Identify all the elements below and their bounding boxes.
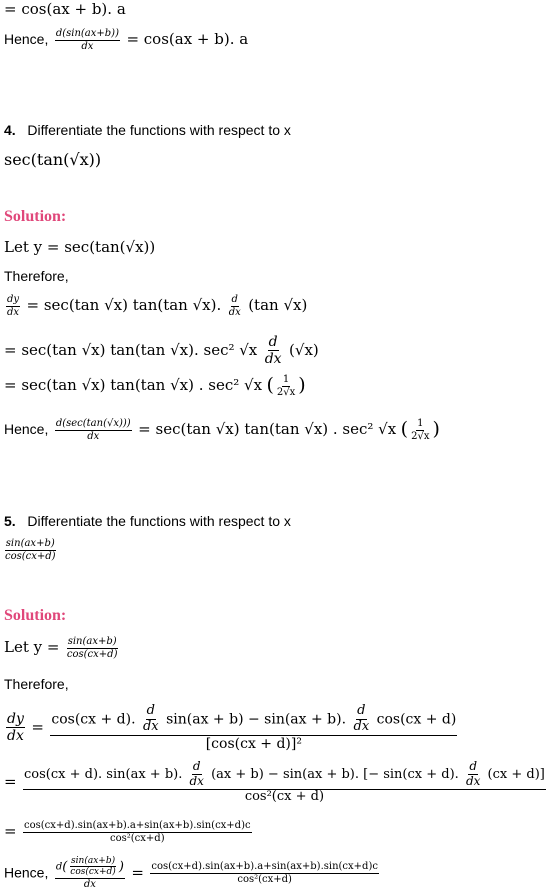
fraction-numerator: d(sec(tan(√x))) (55, 418, 131, 429)
fraction-numerator (55, 856, 125, 879)
let-fraction (66, 636, 119, 660)
question-4-expression (4, 150, 101, 169)
math-expression: (tan √x) (248, 296, 308, 315)
fraction-denominator: dx (87, 430, 100, 442)
math-expression: = sec(tan √x) tan(tan √x). (26, 296, 222, 315)
fraction-numerator: d (146, 703, 155, 718)
fraction-numerator: sin(ax+b) (5, 538, 55, 549)
question-prompt: Differentiate the functions with respect to x (27, 513, 291, 529)
fraction-numerator: d (192, 759, 201, 773)
question-5-expression (4, 538, 59, 562)
open-paren: ( (62, 859, 68, 875)
question-5-therefore (4, 676, 69, 692)
close-paren: ) (298, 374, 306, 397)
quotient-rule-fraction (50, 704, 457, 752)
fraction-denominator: cos(cx+d) (66, 648, 118, 660)
close-paren: ) (118, 859, 124, 875)
math-line: = cos(ax + b). a (4, 0, 126, 18)
d-dx-fraction (353, 704, 371, 735)
fraction-denominator: [cos(cx + d)]² (205, 735, 302, 752)
fraction-numerator: d (231, 294, 238, 305)
derivative-fraction (55, 418, 132, 442)
d-dx-fraction (264, 334, 283, 367)
hence-label: Hence, (4, 31, 49, 48)
math-expression: (√x) (289, 340, 319, 359)
expanded-fraction (23, 760, 546, 805)
dy-dx-fraction (6, 294, 20, 318)
let-statement: Let y = sec(tan(√x)) (4, 238, 156, 256)
math-expression: (cx + d)] (487, 766, 545, 782)
fraction-denominator: dx (142, 718, 159, 734)
question-4-solution-heading (4, 208, 66, 226)
fraction-numerator: 1 (282, 374, 290, 385)
one-over-two-root-x (276, 374, 296, 398)
question-prompt: Differentiate the functions with respect to x (27, 122, 291, 138)
fraction-denominator: dx (7, 306, 20, 318)
fraction-denominator: dx (228, 306, 241, 318)
question-4-step-3 (4, 374, 306, 398)
hence-label: Hence, (4, 421, 49, 438)
fraction-numerator: d (357, 703, 366, 718)
fraction-denominator: dx (353, 718, 370, 734)
fraction-numerator: dy (7, 294, 20, 305)
fraction-denominator: dx (465, 773, 481, 788)
d-dx-fraction (465, 760, 481, 789)
question-expression: sec(tan(√x)) (4, 150, 102, 169)
fraction-numerator (23, 760, 546, 790)
math-expression: = sec(tan √x) tan(tan √x). sec² √x (4, 340, 258, 359)
question-5-heading (4, 513, 291, 529)
equals-sign: = (31, 718, 44, 737)
fraction-denominator: 2√x (276, 386, 296, 398)
fraction-denominator: 2√x (411, 430, 430, 442)
d-dx-fraction (189, 760, 205, 789)
question-4-hence (4, 418, 440, 442)
equals-sign: = (4, 822, 17, 841)
question-4-let-line (4, 238, 155, 256)
fraction-denominator: cos(cx+d) (5, 550, 56, 562)
therefore-label: Therefore, (4, 676, 69, 692)
open-paren: ( (400, 418, 409, 441)
fraction-denominator: dx (264, 351, 282, 368)
fraction-denominator: cos²(cx+d) (110, 832, 165, 844)
fraction-denominator: cos²(cx+d) (237, 873, 292, 885)
result-expression: = cos(ax + b). a (126, 30, 249, 49)
fraction-numerator: cos(cx+d).sin(ax+b).a+sin(ax+b).sin(cx+d)c (151, 861, 378, 873)
question-number: 4. (4, 122, 16, 138)
question-number: 5. (4, 513, 16, 529)
fraction-denominator: dx (81, 40, 94, 52)
math-expression: = sec(tan √x) tan(tan √x) . sec² √x (138, 420, 397, 439)
math-expression: cos(cx + d). sin(ax + b). (24, 766, 183, 782)
math-expression: cos(cx + d) (376, 711, 457, 728)
fraction-numerator: sin(ax+b) (67, 636, 117, 647)
previous-result-line (4, 0, 126, 18)
inner-fraction (69, 856, 117, 878)
fraction-numerator: d(sin(ax+b)) (55, 28, 119, 39)
d-dx-fraction (142, 704, 160, 735)
fraction-denominator: dx (7, 728, 24, 745)
question-5-step-3 (4, 820, 254, 844)
simplified-fraction (23, 820, 252, 844)
question-4-step-2 (4, 334, 319, 367)
question-4-heading (4, 122, 291, 138)
fraction-denominator: dx (83, 878, 96, 890)
question-5-hence (4, 856, 381, 890)
fraction-denominator: cos(cx+d) (70, 867, 116, 878)
dy-dx-fraction (6, 711, 25, 744)
d-dx-fraction (228, 294, 242, 318)
hence-label: Hence, (4, 864, 49, 881)
solution-label: Solution: (4, 208, 67, 225)
fraction-numerator: d (268, 334, 278, 350)
question-4-therefore (4, 268, 69, 284)
close-paren: ) (432, 418, 440, 441)
question-5-let-line (4, 636, 120, 660)
solution-label: Solution: (4, 607, 67, 624)
let-prefix: Let y = (4, 638, 60, 657)
derivative-fraction (55, 28, 120, 52)
fraction-numerator: cos(cx+d).sin(ax+b).a+sin(ax+b).sin(cx+d)c (24, 820, 251, 831)
fraction-numerator: d (469, 759, 477, 773)
math-expression: = sec(tan √x) tan(tan √x) . sec² √x (4, 376, 263, 395)
d-symbol: d (55, 861, 63, 873)
equals-sign: = (131, 863, 144, 882)
fraction-numerator: dy (7, 711, 24, 728)
math-expression: (ax + b) − sin(ax + b). [− sin(cx + d). (211, 766, 459, 782)
fraction-numerator: sin(ax+b) (71, 856, 116, 866)
fraction-numerator: 1 (417, 418, 424, 429)
fraction-denominator: dx (189, 773, 204, 788)
math-expression: cos(cx + d). (51, 711, 136, 728)
question-4-step-1 (4, 294, 307, 318)
derivative-fraction (55, 856, 125, 890)
equals-sign: = (4, 772, 17, 791)
one-over-two-root-x (410, 418, 430, 442)
math-expression: sin(ax + b) − sin(ax + b). (166, 711, 347, 728)
question-5-step-2 (4, 760, 548, 805)
fraction-denominator: cos²(cx + d) (244, 788, 325, 804)
question-5-step-1 (4, 704, 459, 752)
therefore-label: Therefore, (4, 268, 69, 284)
question-fraction (4, 538, 57, 562)
open-paren: ( (266, 374, 274, 397)
result-fraction (150, 861, 379, 885)
fraction-numerator (50, 704, 457, 736)
previous-hence-line (4, 28, 248, 52)
question-5-solution-heading (4, 607, 66, 625)
